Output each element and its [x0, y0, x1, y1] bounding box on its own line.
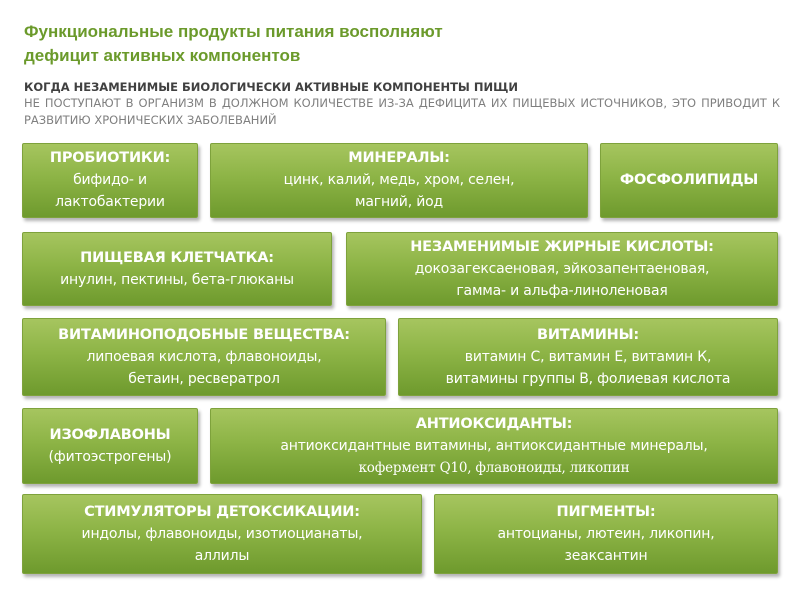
box-heading: ИЗОФЛАВОНЫ — [49, 426, 171, 443]
box-text: кофермент Q10, флавоноиды, ликопин — [358, 459, 630, 476]
subtitle — [24, 80, 780, 129]
box-minerals — [210, 143, 588, 218]
box-text: гамма- и альфа-линоленовая — [456, 282, 668, 299]
box-text: (фитоэстрогены) — [48, 448, 172, 465]
box-heading: СТИМУЛЯТОРЫ ДЕТОКСИКАЦИИ: — [84, 503, 360, 520]
box-text: аллилы — [194, 547, 250, 564]
box-text: зеаксантин — [564, 547, 648, 564]
page-title — [24, 20, 584, 68]
box-text: антиоксидантные витамины, антиоксидантные минералы, — [280, 437, 708, 454]
box-vitamin-like — [22, 318, 386, 396]
box-heading: ПИЩЕВАЯ КЛЕТЧАТКА: — [80, 249, 274, 266]
box-text: витамин С, витамин Е, витамин К, — [464, 348, 712, 365]
box-fatty-acids — [346, 232, 778, 306]
title-line-1: Функциональные продукты питания восполняют — [24, 22, 443, 41]
box-text: липоевая кислота, флавоноиды, — [86, 348, 322, 365]
box-fiber — [22, 232, 332, 306]
box-probiotics — [22, 143, 198, 218]
box-heading: НЕЗАМЕНИМЫЕ ЖИРНЫЕ КИСЛОТЫ: — [410, 238, 714, 255]
box-text: антоцианы, лютеин, ликопин, — [497, 525, 715, 542]
box-text: индолы, флавоноиды, изотиоцианаты, — [81, 525, 363, 542]
box-text: цинк, калий, медь, хром, селен, — [283, 172, 515, 188]
title-line-2: дефицит активных компонентов — [24, 46, 301, 65]
box-vitamins — [398, 318, 778, 396]
box-isoflavones — [22, 408, 198, 484]
box-phospholipids — [600, 143, 778, 218]
box-heading: ВИТАМИНОПОДОБНЫЕ ВЕЩЕСТВА: — [58, 326, 350, 343]
box-text: бетаин, ресвератрол — [128, 370, 280, 387]
box-antioxidants — [210, 408, 778, 484]
box-heading: АНТИОКСИДАНТЫ: — [415, 415, 573, 432]
box-text: инулин, пектины, бета-глюканы — [60, 271, 294, 288]
box-text: лактобактерии — [55, 194, 165, 210]
subtitle-rest: НЕ ПОСТУПАЮТ В ОРГАНИЗМ В ДОЛЖНОМ КОЛИЧЕСТВЕ ИЗ-ЗА ДЕФИЦИТА ИХ ПИЩЕВЫХ ИСТОЧНИКОВ, ЭТО ПРИВОДИТ К РАЗВИТИЮ ХРОНИЧЕСКИХ ЗАБОЛЕВАНИЙ — [24, 96, 780, 127]
box-text: витамины группы В, фолиевая кислота — [445, 370, 731, 387]
box-heading: ПРОБИОТИКИ: — [49, 150, 171, 166]
box-heading: ПИГМЕНТЫ: — [556, 503, 656, 520]
box-heading: МИНЕРАЛЫ: — [348, 150, 450, 166]
box-heading: ФОСФОЛИПИДЫ — [619, 172, 759, 188]
box-text: докозагексаеновая, эйкозапентаеновая, — [414, 260, 710, 277]
box-pigments — [434, 494, 778, 574]
box-heading: ВИТАМИНЫ: — [536, 326, 640, 343]
box-detox — [22, 494, 422, 574]
subtitle-lead: КОГДА НЕЗАМЕНИМЫЕ БИОЛОГИЧЕСКИ АКТИВНЫЕ КОМПОНЕНТЫ ПИЩИ — [24, 80, 518, 94]
box-text: бифидо- и — [73, 172, 147, 188]
box-text: магний, йод — [355, 194, 443, 210]
